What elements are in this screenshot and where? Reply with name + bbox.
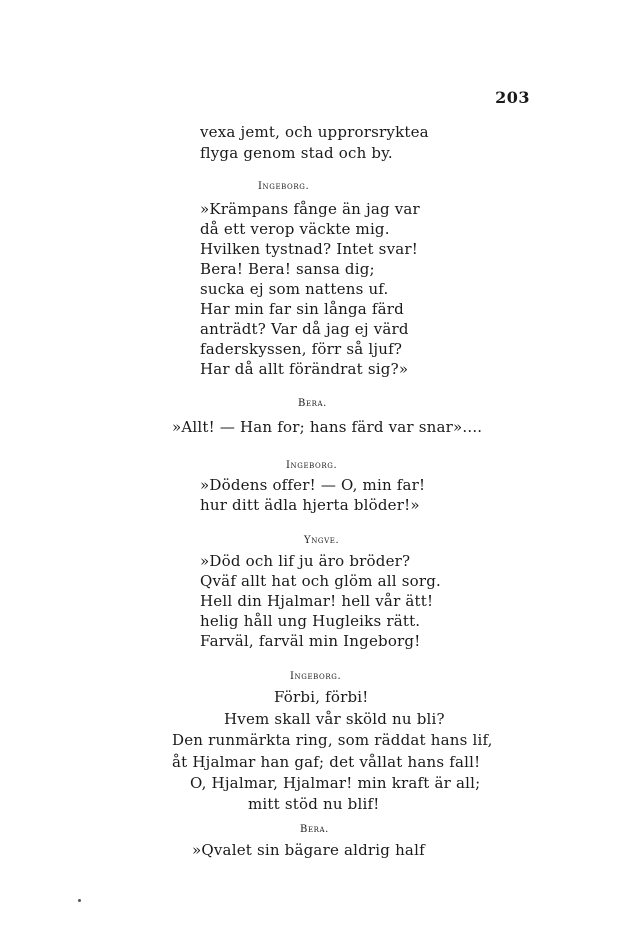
verse-line: flyga genom stad och by. [200,144,393,162]
verse-line: anträdt? Var då jag ej värd [200,320,409,338]
verse-line: Hell din Hjalmar! hell vår ätt! [200,592,434,610]
page-number: 203 [495,88,530,107]
verse-line: sucka ej som nattens uf. [200,280,389,298]
verse-line: Har då allt förändrat sig?» [200,360,409,378]
verse-line: »Qvalet sin bägare aldrig half [192,841,425,859]
verse-line: faderskyssen, förr så ljuf? [200,340,403,358]
speaker-name: Ingeborg. [286,460,338,471]
speaker-name: Ingeborg. [258,181,310,192]
verse-line: »Dödens offer! — O, min far! [200,476,426,494]
verse-line: Qväf allt hat och glöm all sorg. [200,572,442,590]
verse-line: vexa jemt, och upprorsryktea [200,123,429,141]
verse-line: hur ditt ädla hjerta blöder!» [200,496,420,514]
verse-line: Har min far sin långa färd [200,300,404,318]
verse-line: »Krämpans fånge än jag var [200,200,420,218]
verse-line: Hvem skall vår sköld nu bli? [224,710,445,728]
verse-line: Bera! Bera! sansa dig; [200,260,375,278]
verse-line: Hvilken tystnad? Intet svar! [200,240,418,258]
ink-speck [78,899,81,902]
verse-line: mitt stöd nu blif! [248,795,380,813]
verse-line: »Allt! — Han for; hans färd var snar».... [172,418,483,436]
verse-line: Farväl, farväl min Ingeborg! [200,632,421,650]
verse-line: åt Hjalmar han gaf; det vållat hans fall! [172,753,481,771]
speaker-name: Bera. [298,398,327,409]
speaker-name: Ingeborg. [290,671,342,682]
verse-line: »Död och lif ju äro bröder? [200,552,411,570]
verse-line: O, Hjalmar, Hjalmar! min kraft är all; [190,774,481,792]
verse-line: helig håll ung Hugleiks rätt. [200,612,421,630]
verse-line: Den runmärkta ring, som räddat hans lif, [172,731,493,749]
speaker-name: Yngve. [304,535,340,546]
verse-line: Förbi, förbi! [274,688,369,706]
speaker-name: Bera. [300,824,329,835]
verse-line: då ett verop väckte mig. [200,220,390,238]
